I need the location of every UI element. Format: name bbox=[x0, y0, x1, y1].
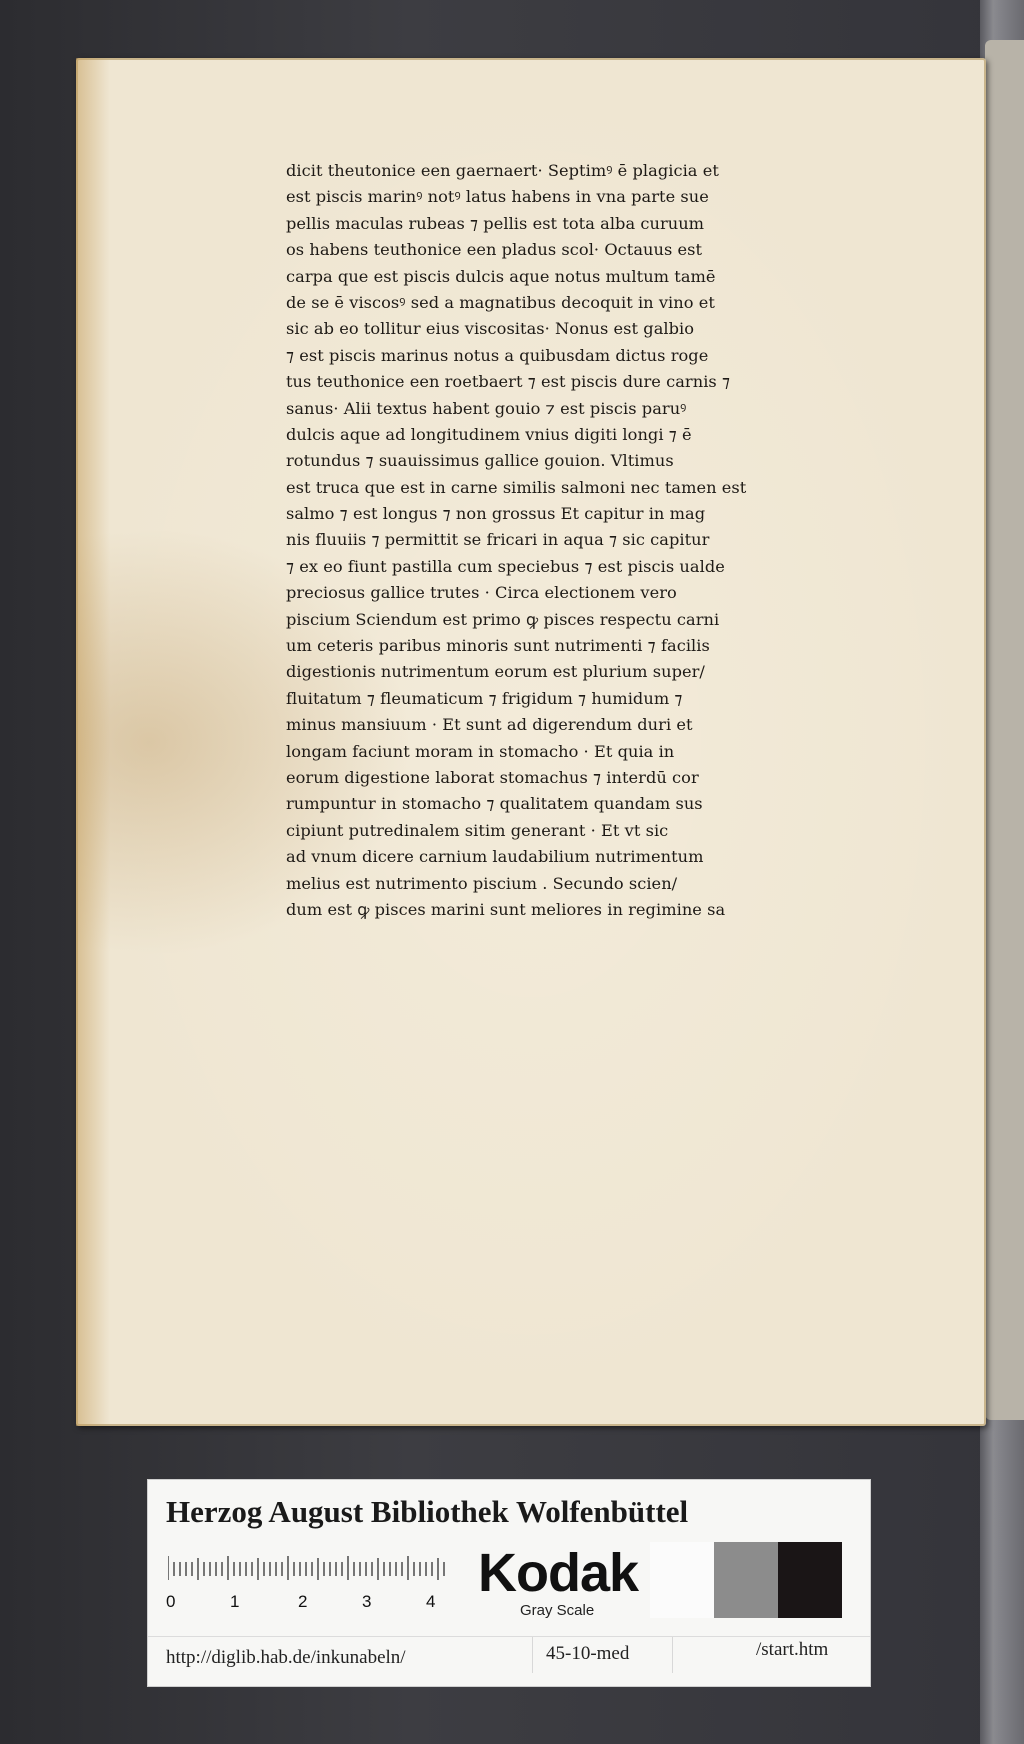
text-line: preciosus gallice trutes · Circa electionem vero bbox=[286, 583, 677, 603]
ruler-number: 0 bbox=[166, 1592, 176, 1611]
text-line: longam faciunt moram in stomacho · Et quia in bbox=[286, 741, 675, 761]
text-line: est piscis marinꝰ notꝰ latus habens in vna parte sue bbox=[286, 187, 709, 207]
divider bbox=[532, 1637, 533, 1673]
text-line: um ceteris paribus minoris sunt nutrimenti ⁊ facilis bbox=[286, 636, 710, 656]
text-line: de se ē viscosꝰ sed a magnatibus decoquit in vino et bbox=[286, 292, 715, 312]
text-line: pellis maculas rubeas ⁊ pellis est tota alba curuum bbox=[286, 213, 705, 233]
text-line: cipiunt putredinalem sitim generant · Et vt sic bbox=[286, 820, 669, 840]
library-title: Herzog August Bibliothek Wolfenbüttel bbox=[166, 1494, 689, 1529]
text-line: dum est ꝙ pisces marini sunt meliores in regimine sa bbox=[286, 899, 726, 919]
gray-scale-label: Gray Scale bbox=[520, 1602, 595, 1619]
text-line: est truca que est in carne similis salmoni nec tamen est bbox=[286, 477, 747, 497]
catalog-id: 45-10-med bbox=[546, 1643, 630, 1664]
ruler-scale bbox=[168, 1556, 448, 1586]
text-line: ⁊ ex eo fiunt pastilla cum speciebus ⁊ est piscis ualde bbox=[286, 556, 725, 576]
text-line: sic ab eo tollitur eius viscositas· Nonus est galbio bbox=[286, 319, 695, 339]
base-url: http://diglib.hab.de/inkunabeln/ bbox=[166, 1647, 406, 1668]
text-line: rotundus ⁊ suauissimus gallice gouion. Vltimus bbox=[286, 451, 674, 471]
color-target-card bbox=[148, 1480, 870, 1686]
text-line: rumpuntur in stomacho ⁊ qualitatem quandam sus bbox=[286, 794, 703, 814]
start-url: /start.htm bbox=[756, 1639, 829, 1660]
text-line: ad vnum dicere carnium laudabilium nutrimentum bbox=[286, 847, 704, 867]
text-line: melius est nutrimento piscium . Secundo scien/ bbox=[286, 873, 678, 893]
text-line: carpa que est piscis dulcis aque notus multum tamē bbox=[286, 266, 716, 286]
text-line: salmo ⁊ est longus ⁊ non grossus Et capitur in mag bbox=[286, 504, 706, 524]
next-leaf-paper bbox=[985, 40, 1024, 1420]
text-line: os habens teuthonice een pladus scol· Octauus est bbox=[286, 240, 703, 260]
text-line: minus mansiuum · Et sunt ad digerendum duri et bbox=[286, 715, 693, 735]
ruler-number: 2 bbox=[298, 1592, 308, 1611]
ruler-number: 4 bbox=[426, 1592, 436, 1611]
text-line: eorum digestione laborat stomachus ⁊ interdū cor bbox=[286, 767, 699, 787]
text-line: fluitatum ⁊ fleumaticum ⁊ frigidum ⁊ humidum ⁊ bbox=[286, 688, 683, 708]
text-line: ⁊ est piscis marinus notus a quibusdam dictus roge bbox=[286, 345, 709, 365]
text-line: digestionis nutrimentum eorum est plurium super/ bbox=[286, 662, 705, 682]
text-line: piscium Sciendum est primo ꝙ pisces respectu carni bbox=[286, 609, 720, 629]
divider bbox=[672, 1637, 673, 1673]
text-line: nis fluuiis ⁊ permittit se fricari in aqua ⁊ sic capitur bbox=[286, 530, 710, 550]
target-footer bbox=[148, 1636, 870, 1681]
text-line: dicit theutonice een gaernaert· Septimꝰ ē plagicia et bbox=[286, 161, 719, 180]
page-stain bbox=[76, 58, 110, 1426]
ruler-number: 3 bbox=[362, 1592, 372, 1611]
page-text-block bbox=[286, 158, 848, 923]
kodak-logo: Kodak bbox=[478, 1543, 639, 1603]
text-line: tus teuthonice een roetbaert ⁊ est piscis dure carnis ⁊ bbox=[286, 372, 731, 392]
gray-patch bbox=[714, 1542, 778, 1618]
ruler-number: 1 bbox=[230, 1592, 240, 1611]
text-line: dulcis aque ad longitudinem vnius digiti longi ⁊ ē bbox=[286, 424, 692, 444]
black-patch bbox=[778, 1542, 842, 1618]
text-line: sanus· Alii textus habent gouio ⁊ est piscis paruꝰ bbox=[286, 398, 687, 418]
white-patch bbox=[650, 1542, 714, 1618]
